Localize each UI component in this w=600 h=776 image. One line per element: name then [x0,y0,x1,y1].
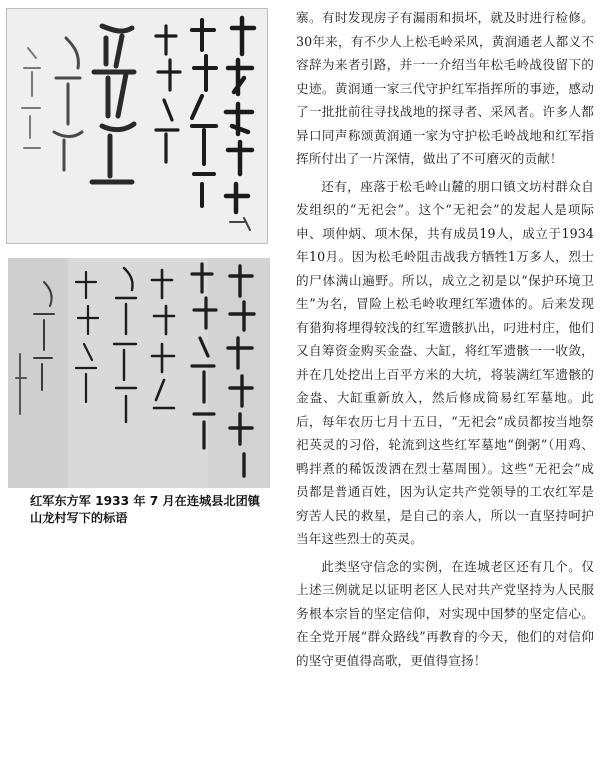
slogan-photo-top [6,8,268,244]
article-paragraph: 还有，座落于松毛岭山麓的朋口镇文坊村群众自发组织的“无祀会”。这个“无祀会”的发起人是项际申、项仲炳、项木保，共有成员19人，成立于1934年10月。因为松毛岭阻击战我方牺牲1万多人，烈士的尸体满山遍野。所以，成立之初是以“保护环境卫生”为名，冒险上松毛岭收理红军遗体的。后来发现有猎狗将埋得较浅的红军遗骸扒出，叼进村庄，他们又自筹资金购买金盎、大缸，将红军遗骸一一收敛，并在几处挖出上百平方米的大坑，将装满红军遗骸的金盎、大缸重新放入，然后修成简易红军墓地。此后，每年农历七月十五日，“无祀会”成员都按当地祭祀英灵的习俗，轮流到这些红军墓地“倒粥”（用鸡、鸭拌煮的稀饭泼洒在烈士墓周围）。这些“无祀会”成员都是普通百姓，因为认定共产党领导的工农红军是穷苦人民的救星，是自己的亲人，所以一直坚持呵护当年这些烈士的英灵。 [296,178,594,546]
slogan-photo-top-image [6,8,268,244]
slogan-photo-bottom-image [8,258,270,488]
article-paragraph: 寨。有时发现房子有漏雨和损坏，就及时进行检修。30年来，有不少人上松毛岭采风，黄润通老人都义不容辞为来者引路，并一一介绍当年松毛岭战役留下的史迹。黄润通一家三代守护红军指挥所的事迹，感动了一批批前往寻找战地的探寻者、采风者。许多人都异口同声称颂黄润通一家为守护松毛岭战地和红军指挥所付出了一片深情，做出了不可磨灭的贡献！ [296,10,594,166]
figure-caption: 红军东方军 1933 年 7 月在连城县北团镇山龙村写下的标语 [30,494,260,525]
article-paragraph: 此类坚守信念的实例，在连城老区还有几个。仅上述三例就足以证明老区人民对共产党坚持为人民服务根本宗旨的坚定信仰，对实现中国梦的坚定信心。在全党开展“群众路线”再教育的今天，他们的对信仰的坚守更值得高歌，更值得宣扬！ [296,558,594,668]
slogan-photo-bottom [8,258,270,488]
article-body [296,6,594,672]
